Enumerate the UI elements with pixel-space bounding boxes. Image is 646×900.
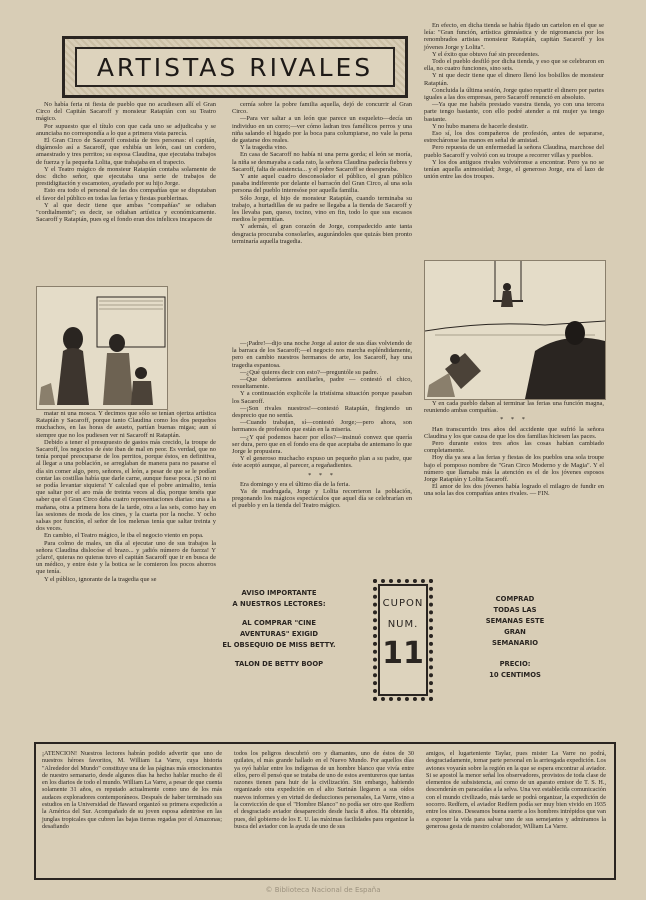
coupon-box[interactable] bbox=[378, 584, 428, 696]
paragraph: Concluida la última sesión, Jorge quiso repartir el dinero por partes iguales a las dos empresas, pero Sacaroff renunció en absoluto. bbox=[424, 86, 604, 102]
coupon-line: TODAS LAS bbox=[493, 606, 537, 614]
coupon-line: SEMANAS ESTE bbox=[485, 617, 545, 625]
notice-text-1: ¡ATENCION! Nuestros lectores habrán podido advertir que uno de nuestros héroes favoritos, M. William La Varre, cuya historia "Alrededor del Mundo" constituye una de las páginas más emocionantes de nuestro semanario, desde algunos días ha hecho hablar mucho de él en los diarios de todo el mundo. William La Varre, a pesar de que cuenta solamente 31 años, es reputado actualmente como uno de los más audaces exploradores contemporáneos. Después de haber terminado sus estudios en la Universidad de Haward organizó su primera expedición a la América del Sur. Acompañado de su joven esposa adentróse en las junglas tropicales que cubren las bajas tierras regadas por el Amazonas; desafiando bbox=[42, 750, 222, 830]
paragraph: Y además, el gran corazón de Jorge, compadecido ante tanta desgracia procuraba consolarles, augurándoles que quizás bien pronto terminaría aquella tragedia. bbox=[232, 223, 412, 245]
paragraph: Eso sí, los dos compañeros de profesión, antes de separarse, estrecháronse las manos en señal de amistad. bbox=[424, 130, 604, 145]
paragraph: Por supuesto que el título con que cada uno se adjudicaba y se anunciaba no correspondía a lo que a primera vista parecía. bbox=[36, 122, 216, 137]
paragraph: Y el público, ignorante de la tragedia que se bbox=[44, 575, 157, 583]
coupon-line: 10 CENTIMOS bbox=[489, 671, 541, 679]
column-2-top bbox=[232, 101, 412, 245]
column-1-bottom bbox=[36, 410, 216, 583]
paragraph: Y no hubo manera de hacerle desistir. bbox=[432, 122, 529, 130]
paragraph: Y ni que decir tiene que el dinero llenó los bolsillos de monsieur Ratapián. bbox=[424, 72, 604, 87]
coupon-line: GRAN bbox=[504, 628, 526, 636]
paragraph: Y la tragedia vino. bbox=[240, 144, 288, 152]
paragraph: Pero durante estos tres años las cosas habían cambiado completamente. bbox=[424, 440, 604, 455]
notice-column-2 bbox=[234, 750, 414, 830]
notice-column-3 bbox=[426, 750, 606, 830]
paragraph: —Ya que me habéis prestado vuestra tienda, yo con una tercera parte tengo bastante, con ello podré atender a mi mujer ya tengo bastante. bbox=[424, 101, 604, 123]
library-watermark: © Biblioteca Nacional de España bbox=[265, 886, 381, 894]
column-2-bottom bbox=[232, 340, 412, 510]
paragraph: Hoy día ya sea a las ferias y fiestas de los pueblos una sola troupe bajo el pomposo nombre de "Gran Circo Moderno y de Magia". Y el número que llamaba más la atención es el de los jóvenes esposos Jorge Ratapián y Lolita Sacaroff. bbox=[424, 454, 604, 484]
attention-notice-box bbox=[34, 742, 616, 880]
column-1-top bbox=[36, 101, 216, 223]
paragraph: —¿Y qué podemos hacer por ellos?—insinuó convez que quería ser dura, pero que en el fondo era de que aceptaba de antemano lo que Jorge le propusiera. bbox=[232, 433, 412, 456]
paragraph: Para colmo de males, un día al ejecutar uno de sus trabajos la señora Claudina dislocóse el brazo... y ¡adiós número de fuerza! Y ¡claro!, quieras no quieras tuvo el capitán Sacaroff que ir en busca de un médico, y entre éste y la botica se le comieron los pocos ahorros que tenía. bbox=[36, 539, 216, 576]
coupon-line: PRECIO: bbox=[499, 660, 531, 668]
coupon-line: AVENTURAS" EXIGID bbox=[239, 630, 318, 638]
paragraph: Y en cada pueblo daban al terminar las ferias una función magna, reuniendo ambas compañías. bbox=[424, 400, 604, 415]
paragraph: Y el éxito que obtuvo fué sin precedentes. bbox=[432, 50, 540, 58]
paragraph: Todo el pueblo desfiló por dicha tienda, y eso que se celebraron en ella, no cuatro funciones, sino seis. bbox=[424, 58, 604, 73]
paragraph: Y los dos antiguos rivales volviéronse a encontrar. Pero ya no se tenían aquella animosidad; Jorge, el generoso Jorge, era el lazo de unión entre las dos troupes. bbox=[424, 158, 604, 181]
paragraph: Esto era todo el personal de las dos compañías que se disputaban el favor del público en todas las ferias y fiestas pueblerinas. bbox=[36, 187, 216, 202]
paragraph: No había feria ni fiesta de pueblo que no acudiesen allí el Gran Circo del Capitán Sacaroff y monsieur Ratapián con su Teatro mágico. bbox=[36, 101, 216, 123]
paragraph: El amor de los dos jóvenes había logrado el milagro de fundir en una sola las dos compañías antes rivales. — FIN. bbox=[424, 483, 604, 498]
coupon-notice-left bbox=[204, 588, 354, 670]
paragraph: Y ante aquel cuadro desconsolador el público, el gran público pasaba indiferente por delante el barracón del Gran Circo, al una sola persona del pueblo interesóse por aquella familia. bbox=[232, 173, 412, 195]
coupon-line: AL COMPRAR "CINE bbox=[242, 619, 316, 627]
paragraph: En efecto, en dicha tienda se había fijado un cartelon en el que se leía: "Gran función, artística gimnástica y de nigromancia por los renombrados artistas monsieur Ratapián, capitán Sacaroff y los jóvenes Jorge y Lolita". bbox=[424, 22, 604, 51]
article-title: ARTISTAS RIVALES bbox=[96, 52, 374, 82]
paragraph: —Que deberíamos auxiliarles, padre — contestó el chico, resueltamente. bbox=[232, 376, 412, 391]
coupon-number-label: NUM. bbox=[387, 619, 419, 630]
paragraph: En casa de Sacaroff no había ni una perra gorda; el león se moría, la niña se desmayaba a cada rato, la señora Claudina padecía fiebres y Sacaroff, falta de asistencia... y el pobre Sacaroff se desesperaba. bbox=[232, 151, 412, 173]
trapeze-scene-illustration bbox=[424, 260, 606, 400]
paragraph: Y el generoso muchacho expuso un pequeño plan a su padre, que éste aceptó aunque, al parecer, a regañadientes. bbox=[232, 455, 412, 470]
coupon-line: COMPRAD bbox=[495, 595, 535, 603]
circus-scene-illustration bbox=[36, 286, 168, 410]
coupon-label: CUPON bbox=[382, 598, 424, 609]
coupon-line: AVISO IMPORTANTE bbox=[241, 589, 317, 597]
paragraph: —¡Son rivales nuestros!—contestó Ratapián, fingiendo un desprecio que no sentía. bbox=[232, 404, 412, 420]
paragraph: En cambio, el Teatro mágico, le iba el negocio viento en popa. bbox=[44, 532, 204, 540]
coupon-line: A NUESTROS LECTORES: bbox=[232, 600, 326, 608]
paragraph: —¿Qué quieres decir con esto?—preguntóle su padre. bbox=[240, 368, 379, 376]
paragraph: Han transcurrido tres años del accidente que sufrió la señora Claudina y los que causa de que los dos familias hiciesen las paces. bbox=[424, 425, 604, 440]
paragraph: Y a continuación explicóle la tristísima situación porque pasaban los Sacaroff. bbox=[232, 390, 412, 405]
notice-text-3: amigos, el lugarteniente Taylar, pues mister La Varre no podrá, desgraciadamente, tomar parte personal en la arriesgada expedición. Los aviones voyarán sobre la región en la que se espera encontrar al aviador. Si se apostol la menor señal los observadores, provistos de toda clase de elementos de subsistencia, así como de un aparato emisor de T. S. H., descenderán en paracaídas a la selva. Una vez establecida comunicación con el mundo civilizado, más tarde se podrá organizar, la expedición de socorro. Redfern, el aviador Redfern podía ser muy bien vivido en 1935 entre los sinos. Deseamos buena suerte a los hombres intrépidos que van a exponer la vida para salvar uno de sus semejantes y admiramos la generosa gesta de nuestro colaborador, William La Varre. bbox=[426, 750, 606, 830]
paragraph: Y al que decir tiene que ambas "compañías" se odiaban "cordialmente"; es decir, se odiaban artística y económicamente. Sacaroff y Ratapián, pues eg el fondo eran dos infelices incapaces de bbox=[36, 201, 216, 224]
paragraph: —Para ver saltar a un león que parece un esqueleto—decía un individuo en un corro;—ver cómo ladran tres famélicos perros y una niña salando el higado por la boca para columpiarse, no vale la pena de gastarse dos reales. bbox=[232, 115, 412, 145]
title-banner bbox=[62, 36, 408, 98]
paragraph: matar ni una mosca. Y decimos que sólo se tenían ojeriza artística Ratapián y Sacaroff, porque tanto Claudina como los dos pequeños muchachos, en las horas de asueto, partían buenas migas; aun sí siempre que no los pudiesen ver ni Sacaroff ni Ratapián. bbox=[36, 410, 216, 439]
notice-text-2: todos los peligros descubrió oro y diamantes, uno de éstos de 30 quilates, el más grande hallado en el Nuevo Mundo. Por aquellos días ya oyó hablar entre los indígenas de un hombre blanco que vivía entre ellos, pero él pensó que se trataba de uno de estos aventureros que tantas razones tienen para huir de la civilización. Sin embargo, habiendo organizado otra expedición en el alto Surinán llegaron a sus oídos nuevos informes y en virtud de deducciones personales, La Varre, vino a la convicción de que el "Hombre Blanco" no podía ser otro que Redfern el desgraciado aviador desaparecido desde hacía 8 años. Ha obtenido, pues, del gobierno de los E. U. las máximas facilidades para organizar la busca del aviador con la ayuda de uno de sus bbox=[234, 750, 414, 830]
column-3-top bbox=[424, 22, 604, 180]
coupon-line: EL OBSEQUIO DE MISS BETTY. bbox=[222, 641, 336, 649]
paragraph: Era domingo y era el último día de la feria. bbox=[240, 480, 351, 488]
paragraph: —¡Padre!—dijo una noche Jorge al autor de sus días volviendo de la barraca de los Sacaroff;—el negocio nos marcha espléndidamente, pero en cambio nuestros hermanos de arte, los Sacaroff, hay una tragedia espantosa. bbox=[232, 340, 412, 369]
paragraph: Sólo Jorge, el hijo de monsieur Ratapián, cuando terminaba su trabajo, a hurtadillas de su padre se llegaba a la tienda de Sacaroff y les llevaba pan, queso, tocino, vino en fin, todo lo que sus escasos medios le permitían. bbox=[232, 194, 412, 224]
section-separator: * * * bbox=[308, 471, 336, 479]
coupon-number: 11 bbox=[382, 636, 424, 671]
paragraph: El Gran Circo de Sacaroff consistía de tres personas: el capitán, digámoslo así a Sacaroff, que exhibía un león, casi un cordero, amaestrado y tres perritos; su esposa Claudina, que ejecutaba trabajos de fuerza y la pequeña Lolita, que trabajaba en el trapecio. bbox=[36, 137, 216, 166]
paragraph: cernía sobre la pobre familia aquella, dejó de concurrir al Gran Circo. bbox=[232, 101, 412, 116]
coupon-line: SEMANARIO bbox=[491, 639, 539, 647]
circus-scene-drawing bbox=[37, 287, 167, 409]
paragraph: —Cuando trabajan, sí—contestó Jorge;—pero ahora, son hermanos de profesión que están en la miseria. bbox=[232, 419, 412, 434]
paragraph: Debido a tener el presupuesto de gastos más crecido, la troupe de Sacaroff, los negocios de éste iban de mal en peor. Es verdad, que no tenía porqué preocuparse de los perritos, porque éstos, en definitiva, al llegar a una población, se arreglaban de manera para no pasarse el día sin comer algo, pero, señores, el león, a pesar de que se le podían contar las costillas había que darle carne, aunque fuese poca. ¡Si no ni se podía levantar siquiera! Y calculad que el pobre animalito, tenía que saltar por el aro más de treinta veces al día, porque tenéis que saber que el Gran Circo daba cuatro representaciones diarias: una a la mañana, otra a primera hora de la tarde, otra a las seis, como hay en las sesiones de moda de los cines, y la cuarta por la noche. Y ocho salsas por función, el señor de los melenas tenía que saltar treinta y dos veces. bbox=[36, 438, 216, 533]
column-3-bottom bbox=[424, 400, 604, 498]
title-frame bbox=[75, 47, 395, 87]
notice-column-1 bbox=[42, 750, 222, 830]
paragraph: Y el Teatro mágico de monsieur Ratapián contaba solamente de dos: dicho señor, que ejecutaba una serie de trabajos de prestidigitación y escamoteo, ayudado por su hijo Jorge. bbox=[36, 165, 216, 188]
trapeze-scene-drawing bbox=[425, 261, 605, 399]
coupon-notice-right bbox=[450, 594, 580, 681]
coupon-line: TALON DE BETTY BOOP bbox=[234, 660, 324, 668]
section-separator: * * * bbox=[500, 416, 528, 424]
paragraph: Pero repuesta de un enfermedad la señora Claudina, marchose del pueblo Sacaroff y volvió con su troupe a recorrer villas y pueblos. bbox=[424, 144, 604, 159]
paragraph: Ya de madrugada, Jorge y Lolita recorrieron la población, pregonando los mágicos espectáculos que aquel día se celebrarían en el pueblo y en la tienda del Teatro mágico. bbox=[232, 488, 412, 510]
